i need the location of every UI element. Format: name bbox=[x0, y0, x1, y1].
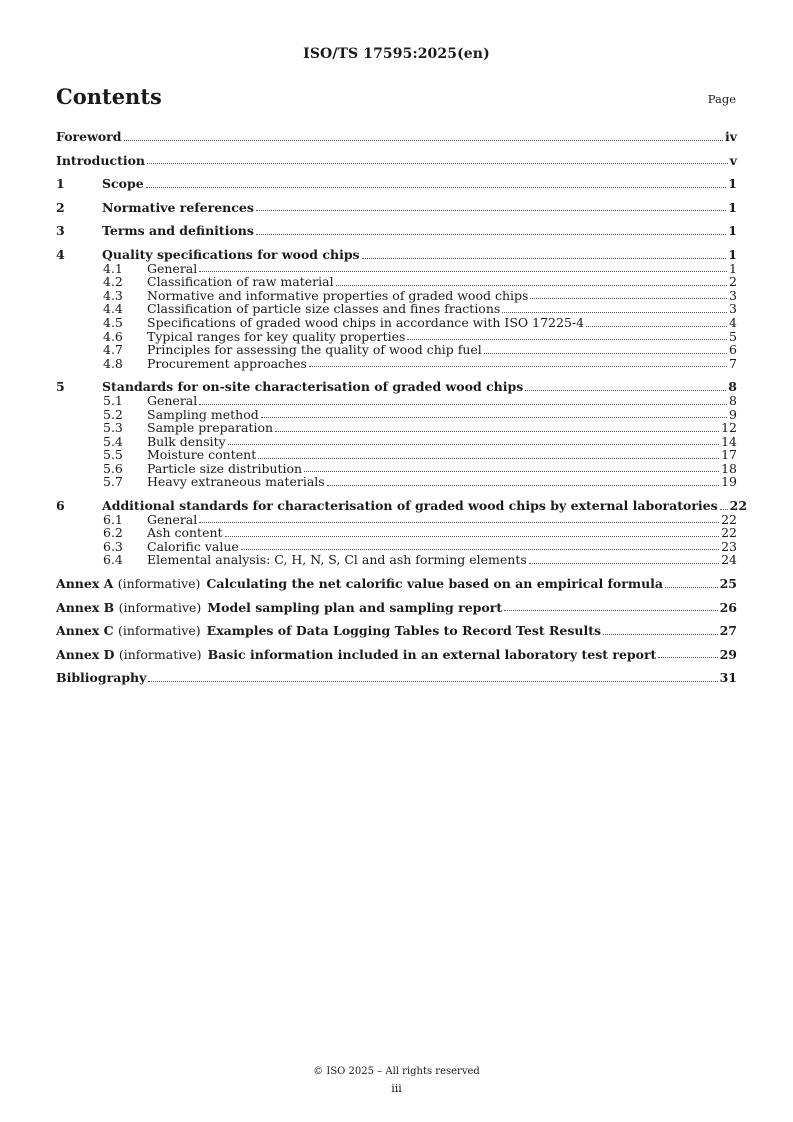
toc-entry-title: Elemental analysis: C, H, N, S, Cl and ash forming elements bbox=[147, 552, 527, 568]
toc-entry[interactable] bbox=[56, 248, 737, 262]
toc-entry-title: Bibliography bbox=[56, 670, 147, 686]
dot-leader bbox=[362, 258, 727, 259]
toc-subsection-entry[interactable] bbox=[56, 394, 737, 408]
toc-entry-title: Scope bbox=[102, 176, 144, 192]
toc-entry-number: 3 bbox=[56, 223, 65, 239]
toc-entry-title: General bbox=[147, 260, 198, 276]
toc-entry-title: Quality specifications for wood chips bbox=[102, 246, 360, 262]
toc-entry[interactable] bbox=[56, 154, 737, 168]
toc-page-number: 2 bbox=[729, 274, 737, 290]
toc-entry-title: Basic information included in an external laboratory test report bbox=[207, 646, 657, 662]
dot-leader bbox=[327, 485, 719, 486]
dot-leader bbox=[241, 549, 719, 550]
toc-entry-number: 5.7 bbox=[103, 474, 123, 490]
toc-entry-number: 1 bbox=[56, 176, 65, 192]
dot-leader bbox=[658, 657, 717, 658]
toc-entry[interactable] bbox=[56, 380, 737, 394]
toc-entry-title: General bbox=[147, 511, 198, 527]
annex-label: Annex A bbox=[56, 576, 114, 592]
dot-leader bbox=[530, 298, 727, 299]
toc-entry-title: Principles for assessing the quality of wood chip fuel bbox=[147, 342, 482, 358]
toc-entry-number: 6.4 bbox=[103, 552, 123, 568]
toc-entry-number: 4.5 bbox=[103, 314, 123, 330]
dot-leader bbox=[199, 522, 719, 523]
annex-label: Annex D bbox=[56, 646, 115, 662]
toc-entry-number: 4.7 bbox=[103, 342, 123, 358]
toc-subsection-entry[interactable] bbox=[56, 435, 737, 449]
dot-leader bbox=[261, 417, 727, 418]
toc-entry-number: 4.6 bbox=[103, 328, 123, 344]
toc-entry-title: Typical ranges for key quality properties bbox=[147, 328, 406, 344]
toc-subsection-entry[interactable] bbox=[56, 343, 737, 357]
dot-leader bbox=[586, 326, 727, 327]
dot-leader bbox=[147, 163, 728, 164]
annex-type: (informative) bbox=[118, 599, 202, 615]
toc-entry[interactable] bbox=[56, 177, 737, 191]
annex-type: (informative) bbox=[117, 623, 201, 639]
toc-subsection-entry[interactable] bbox=[56, 540, 737, 554]
toc-entry-number: 4 bbox=[56, 246, 65, 262]
dot-leader bbox=[199, 271, 727, 272]
toc-entry-title: Terms and definitions bbox=[102, 223, 254, 239]
toc-entry-number: 5.1 bbox=[103, 392, 123, 408]
toc-entry-title: Moisture content bbox=[147, 447, 257, 463]
toc-entry-title: Bulk density bbox=[147, 433, 226, 449]
dot-leader bbox=[256, 210, 726, 211]
toc-page-number: 17 bbox=[721, 447, 737, 463]
document-id: ISO/TS 17595:2025(en) bbox=[303, 46, 490, 62]
toc-subsection-entry[interactable] bbox=[56, 275, 737, 289]
toc-entry-title: Classification of particle size classes and fines fractions bbox=[147, 301, 501, 317]
annex-label: Annex B bbox=[56, 599, 115, 615]
toc-entry-title: Foreword bbox=[56, 129, 122, 144]
toc-entry-title: Normative and informative properties of graded wood chips bbox=[147, 287, 529, 303]
toc-entry-number: 6.1 bbox=[103, 511, 123, 527]
toc-entry-number: 5 bbox=[56, 379, 65, 395]
dot-leader bbox=[502, 312, 727, 313]
toc-entry-title: Procurement approaches bbox=[147, 355, 307, 371]
toc-entry[interactable] bbox=[56, 201, 737, 215]
table-of-contents bbox=[56, 126, 748, 686]
toc-entry-title: Additional standards for characterisation of graded wood chips by external laboratories bbox=[102, 498, 718, 514]
toc-entry-title: Heavy extraneous materials bbox=[147, 474, 325, 490]
toc-entry-number: 5.6 bbox=[103, 460, 123, 476]
toc-entry-title: Specifications of graded wood chips in accordance with ISO 17225-4 bbox=[147, 314, 585, 330]
toc-subsection-entry[interactable] bbox=[56, 289, 737, 303]
toc-entry-title: Ash content bbox=[147, 525, 223, 541]
toc-annex-entry[interactable] bbox=[56, 577, 737, 591]
page-number: iii bbox=[391, 1082, 402, 1095]
toc-entry-title: Classification of raw material bbox=[147, 274, 334, 290]
toc-entry-title: General bbox=[147, 392, 198, 408]
toc-entry-title: Calculating the net calorific value based on an empirical formula bbox=[206, 576, 664, 592]
toc-entry-title: Standards for on-site characterisation of graded wood chips bbox=[102, 379, 524, 395]
toc-entry-title: Calorific value bbox=[147, 538, 239, 554]
toc-page-number: 8 bbox=[729, 392, 737, 408]
toc-page-number: 25 bbox=[719, 576, 737, 592]
toc-page-number: 3 bbox=[729, 301, 737, 317]
page-column-label: Page bbox=[707, 92, 736, 106]
toc-entry[interactable] bbox=[56, 130, 737, 144]
toc-subsection-entry[interactable] bbox=[56, 302, 737, 316]
toc-page-number: 18 bbox=[721, 460, 737, 476]
toc-entry-title: Sample preparation bbox=[147, 420, 274, 436]
toc-subsection-entry[interactable] bbox=[56, 316, 737, 330]
toc-page-number: 19 bbox=[721, 474, 737, 490]
toc-page-number: 24 bbox=[721, 552, 737, 568]
toc-entry-number: 6 bbox=[56, 498, 65, 514]
toc-subsection-entry[interactable] bbox=[56, 330, 737, 344]
toc-page-number: 3 bbox=[729, 287, 737, 303]
dot-leader bbox=[146, 187, 727, 188]
copyright-notice: © ISO 2025 – All rights reserved bbox=[313, 1066, 480, 1077]
toc-entry-number: 2 bbox=[56, 199, 65, 215]
annex-label: Annex C bbox=[56, 623, 114, 639]
toc-entry-number: 5.2 bbox=[103, 406, 123, 422]
toc-page-number: 7 bbox=[729, 355, 737, 371]
toc-annex-entry[interactable] bbox=[56, 624, 737, 638]
annex-type: (informative) bbox=[118, 646, 202, 662]
dot-leader bbox=[504, 610, 718, 611]
toc-page-number: 26 bbox=[719, 599, 737, 615]
toc-entry[interactable] bbox=[56, 671, 737, 685]
toc-page-number: 23 bbox=[721, 538, 737, 554]
toc-entry-number: 5.3 bbox=[103, 420, 123, 436]
toc-page-number: 14 bbox=[721, 433, 737, 449]
toc-entry-number: 4.2 bbox=[103, 274, 123, 290]
toc-page-number: 1 bbox=[728, 176, 737, 192]
toc-annex-entry[interactable] bbox=[56, 601, 737, 615]
toc-subsection-entry[interactable] bbox=[56, 448, 737, 462]
toc-subsection-entry[interactable] bbox=[56, 357, 737, 371]
toc-entry[interactable] bbox=[56, 498, 748, 514]
toc-subsection-entry[interactable] bbox=[56, 475, 737, 489]
toc-page-number: 1 bbox=[728, 246, 737, 262]
toc-subsection-entry[interactable] bbox=[56, 462, 737, 476]
dot-leader bbox=[720, 509, 728, 510]
dot-leader bbox=[258, 458, 719, 459]
toc-page-number: 31 bbox=[719, 670, 737, 686]
toc-annex-entry[interactable] bbox=[56, 648, 737, 662]
page-title: Contents bbox=[56, 84, 162, 109]
toc-entry-title: Examples of Data Logging Tables to Record Test Results bbox=[206, 623, 602, 639]
dot-leader bbox=[407, 339, 727, 340]
toc-subsection-entry[interactable] bbox=[56, 421, 737, 435]
toc-page-number: 9 bbox=[729, 406, 737, 422]
toc-entry-title: Sampling method bbox=[147, 406, 259, 422]
toc-subsection-entry[interactable] bbox=[56, 553, 737, 567]
dot-leader bbox=[309, 366, 727, 367]
toc-entry-title: Normative references bbox=[102, 199, 254, 215]
toc-entry-number: 4.4 bbox=[103, 301, 123, 317]
toc-entry-number: 5.5 bbox=[103, 447, 123, 463]
toc-entry-number: 4.1 bbox=[103, 260, 123, 276]
toc-entry[interactable] bbox=[56, 224, 737, 238]
dot-leader bbox=[304, 471, 719, 472]
toc-page-number: 1 bbox=[728, 223, 737, 239]
dot-leader bbox=[525, 390, 726, 391]
dot-leader bbox=[148, 681, 717, 682]
dot-leader bbox=[124, 140, 723, 141]
toc-entry-title: Particle size distribution bbox=[147, 460, 303, 476]
toc-entry-number: 4.8 bbox=[103, 355, 123, 371]
toc-page-number: iv bbox=[724, 129, 737, 144]
dot-leader bbox=[336, 285, 727, 286]
toc-page-number: 6 bbox=[729, 342, 737, 358]
toc-page-number: 29 bbox=[719, 646, 737, 662]
toc-page-number: 4 bbox=[729, 314, 737, 330]
dot-leader bbox=[256, 234, 726, 235]
toc-page-number: v bbox=[729, 152, 737, 168]
toc-page-number: 1 bbox=[728, 199, 737, 215]
toc-subsection-entry[interactable] bbox=[56, 262, 737, 276]
dot-leader bbox=[603, 634, 718, 635]
dot-leader bbox=[529, 563, 719, 564]
toc-subsection-entry[interactable] bbox=[56, 408, 737, 422]
toc-entry-title: Introduction bbox=[56, 152, 146, 168]
annex-type: (informative) bbox=[117, 576, 201, 592]
toc-page-number: 8 bbox=[728, 379, 737, 395]
dot-leader bbox=[225, 536, 720, 537]
toc-entry-number: 6.2 bbox=[103, 525, 123, 541]
toc-subsection-entry[interactable] bbox=[56, 513, 737, 527]
toc-page-number: 22 bbox=[729, 498, 748, 514]
toc-entry-number: 6.3 bbox=[103, 538, 123, 554]
dot-leader bbox=[275, 431, 719, 432]
toc-page-number: 12 bbox=[721, 420, 737, 436]
toc-page-number: 22 bbox=[721, 525, 737, 541]
dot-leader bbox=[484, 353, 727, 354]
dot-leader bbox=[665, 587, 718, 588]
toc-entry-number: 5.4 bbox=[103, 433, 123, 449]
toc-page-number: 5 bbox=[729, 328, 737, 344]
toc-entry-number: 4.3 bbox=[103, 287, 123, 303]
toc-subsection-entry[interactable] bbox=[56, 526, 737, 540]
toc-page-number: 22 bbox=[721, 511, 737, 527]
toc-page-number: 27 bbox=[719, 623, 737, 639]
dot-leader bbox=[228, 444, 719, 445]
toc-page-number: 1 bbox=[729, 260, 737, 276]
toc-entry-title: Model sampling plan and sampling report bbox=[207, 599, 503, 615]
dot-leader bbox=[199, 404, 727, 405]
